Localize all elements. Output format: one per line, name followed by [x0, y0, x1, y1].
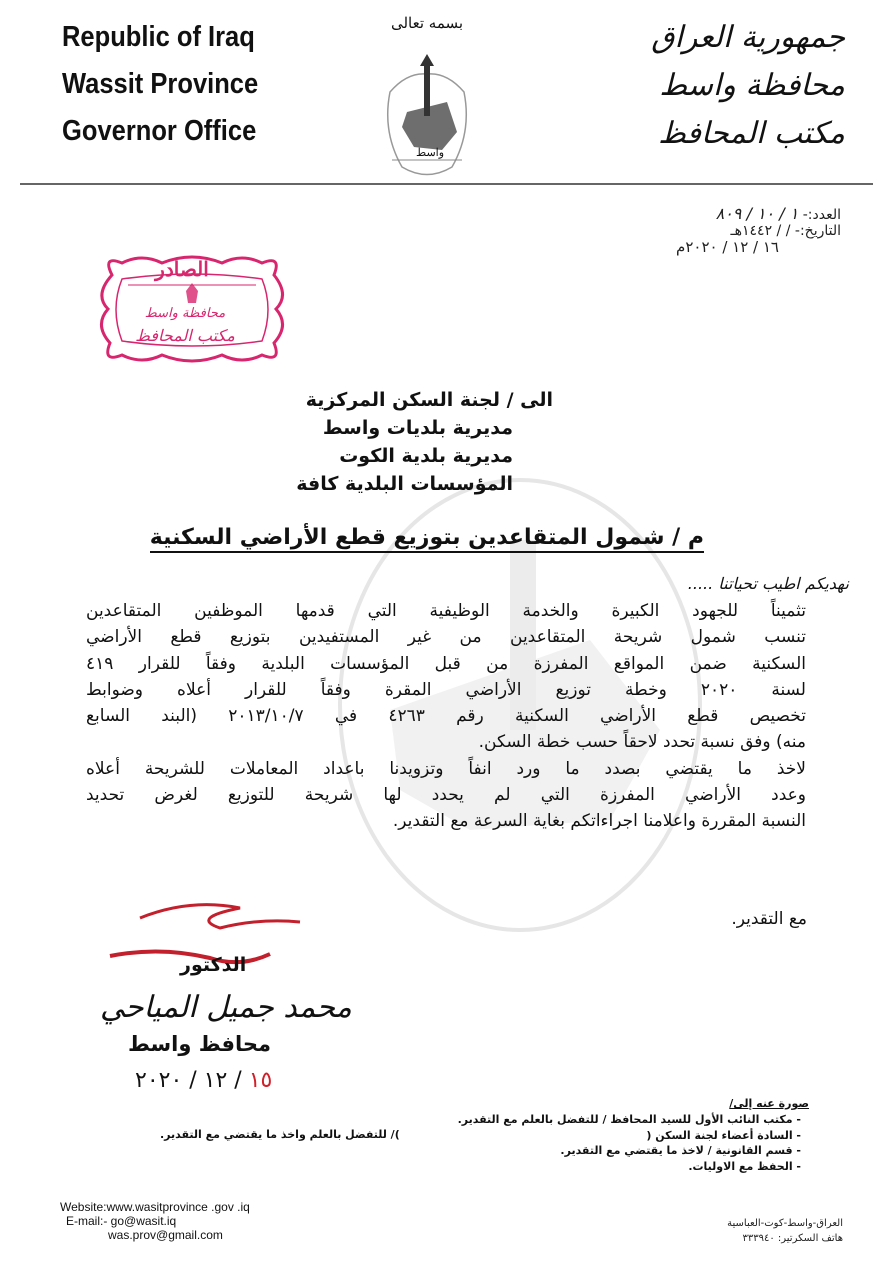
copy-item: - الحفظ مع الاوليات.	[688, 1159, 801, 1173]
province-name-arabic: محافظة واسط	[659, 68, 845, 103]
footer-address-line: العراق-واسط-كوت-العباسية	[727, 1218, 843, 1229]
footer-website: Website:www.wasitprovince .gov .iq	[60, 1200, 250, 1214]
recipient-line: الى / لجنة السكن المركزية	[305, 389, 553, 411]
stamp-line1: محافظة واسط	[144, 306, 226, 321]
emblem-caption: واسط	[416, 146, 445, 159]
arabic-letterhead	[651, 14, 845, 158]
body-line: تنسب شمول شريحة المتقاعدين من غير المستفيدين بتوزيع قطع الأراضي	[86, 627, 806, 648]
country-name: Republic of Iraq	[62, 21, 255, 53]
footer-email-secondary: was.prov@gmail.com	[108, 1228, 223, 1242]
body-line: السكنية ضمن المواقع المفرزة من قبل المؤسسات البلدية وفقاً للقرار ٤١٩	[86, 653, 806, 674]
body-line: لسنة ٢٠٢٠ وخطة توزيع الأراضي المقرة وفقاً للقرار أعلاه وضوابط	[86, 679, 806, 700]
footer-contact	[60, 1200, 250, 1242]
hijri-date: / / ١٤٤٢هـ	[730, 223, 791, 239]
copies-list	[458, 1112, 801, 1174]
signatory-name: محمد جميل المياحي	[100, 990, 352, 1025]
footer-address	[727, 1216, 843, 1246]
recipient-line: مديرية بلدية الكوت	[339, 445, 513, 467]
signature-date-rest: / ١٢ / ٢٠٢٠	[135, 1068, 242, 1093]
english-letterhead	[62, 14, 285, 155]
signatory-title: الدكتور	[180, 954, 247, 976]
recipients-block	[296, 386, 553, 498]
body-line: لاخذ ما يقتضي بصدد ما ورد انفاً وتزويدنا باعداد المعاملات للشريحة أعلاه	[86, 758, 806, 779]
date-label: التاريخ:-	[794, 223, 841, 239]
number-label: العدد:-	[802, 207, 841, 223]
stamp-title: الصادر	[155, 257, 209, 281]
signatory-role: محافظ واسط	[128, 1032, 271, 1056]
recipient-line: مديرية بلديات واسط	[322, 417, 513, 439]
recipient-line: المؤسسات البلدية كافة	[296, 473, 513, 495]
copies-title: صورة عنه إلى/	[729, 1097, 809, 1110]
letter-subject: م / شمول المتقاعدين بتوزيع قطع الأراضي السكنية	[150, 525, 704, 553]
closing-line: مع التقدير.	[731, 909, 807, 929]
province-name: Wassit Province	[62, 68, 259, 100]
country-name-arabic: جمهورية العراق	[651, 20, 845, 55]
number-value: ١ / ١٠ / ٨٠٩	[715, 204, 799, 223]
copies-note: )/ للتفضل بالعلم واخذ ما يقتضي مع التقدير.	[160, 1128, 400, 1141]
reference-block	[676, 206, 841, 255]
footer-email: E-mail:- go@wasit.iq	[66, 1214, 177, 1228]
office-name: Governor Office	[62, 115, 257, 147]
copy-item: - السادة أعضاء لجنة السكن (	[646, 1128, 801, 1142]
office-name-arabic: مكتب المحافظ	[658, 116, 845, 151]
gregorian-date: ١٦ / ١٢ / ٢٠٢٠م	[676, 238, 779, 256]
body-line: منه) وفق نسبة تحدد لاحقاً حسب خطة السكن.	[478, 732, 806, 753]
body-line: وعدد الأراضي المفرزة التي لم يحدد لها شريحة للتوزيع لغرض تحديد	[86, 785, 806, 806]
letter-body	[86, 598, 806, 835]
body-line: تخصيص قطع الأراضي السكنية رقم ٤٢٦٣ في ٢٠١٣/١٠/٧ (البند السابع	[86, 706, 807, 727]
body-line: النسبة المقررة واعلامنا اجراءاتكم بغاية السرعة مع التقدير.	[392, 811, 806, 832]
copy-item: - مكتب النائب الأول للسيد المحافظ / للتفضل بالعلم مع التقدير.	[457, 1113, 801, 1126]
header-divider	[20, 183, 873, 185]
basmala: بسمه تعالى	[390, 14, 464, 32]
footer-phone: هاتف السكرتير: ٣٣٣٩٤٠	[742, 1233, 843, 1244]
body-line: تثميناً للجهود الكبيرة والخدمة الوظيفية التي قدمها الموظفين المتقاعدين	[86, 601, 806, 621]
emblem-icon	[372, 32, 482, 182]
stamp-line2: مكتب المحافظ	[135, 326, 235, 345]
signature-date	[135, 1068, 272, 1093]
greeting: نهديكم اطيب تحياتنا .....	[687, 574, 849, 593]
signature-date-day: ١٥	[248, 1068, 273, 1093]
province-emblem	[372, 14, 482, 184]
copy-item: - قسم القانونية / لاخذ ما يقتضي مع التقدير.	[560, 1144, 801, 1158]
